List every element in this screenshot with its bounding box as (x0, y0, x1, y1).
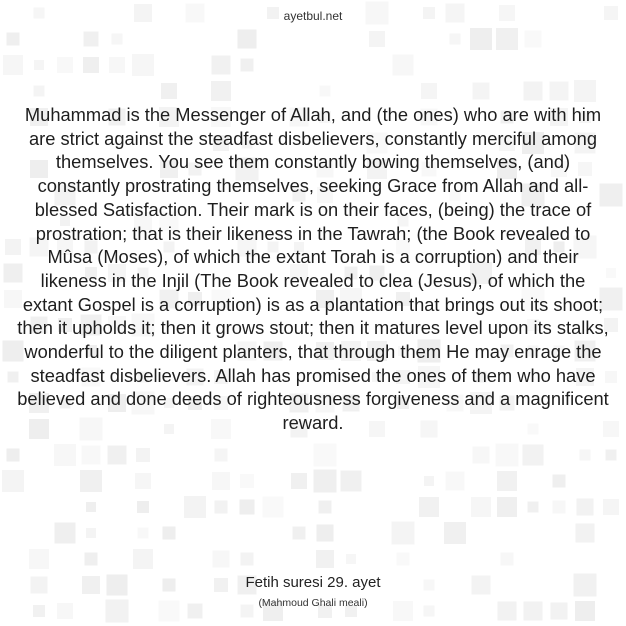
background-tile (317, 525, 334, 542)
site-name: ayetbul.net (283, 9, 343, 23)
verse-text: Muhammad is the Messenger of Allah, and (the ones) who are with him are strict against the steadfast disbelievers, constantly merciful among themselves. You see them constantly bowing themselves, (and) constantly prostrating themselves, seeking Grace from Allah and all-blessed Satisfaction. Their mark is on their faces, (being) the trace of prostration; that is their likeness in the Tawrah; (the Book revealed to Mûsa (Moses), of which the extant Torah is a corruption) and their likeness in the Injil (The Book revealed to clea (Jesus), of which the extant Gospel is a corruption) is as a plantation that brings out its shoot; then it upholds it; then it grows stout; then it matures level upon its stalks, wonderful to the diligent planters, that through them He may enrage the steadfast disbelievers. Allah has promised the ones of them who have believed and done deeds of righteousness forgiveness and a magnificent reward. (17, 104, 609, 434)
background-tile (29, 549, 49, 569)
background-tile (291, 473, 307, 489)
background-tile (3, 55, 23, 75)
background-tile (497, 497, 517, 517)
background-tile (263, 497, 284, 518)
background-tile (450, 34, 461, 45)
background-tile (576, 524, 595, 543)
background-tile (82, 446, 101, 465)
background-tile (553, 501, 566, 514)
background-tile (346, 554, 356, 564)
background-tile (212, 472, 230, 490)
background-tile (574, 80, 596, 102)
background-tile (314, 470, 337, 493)
background-tile (528, 502, 539, 513)
background-tile (580, 450, 591, 461)
background-tile (83, 57, 99, 73)
background-tile (470, 28, 492, 50)
background-tile (84, 32, 99, 47)
background-tile (606, 450, 617, 461)
background-tile (34, 60, 44, 70)
background-tile (320, 86, 331, 97)
background-tile (108, 446, 127, 465)
background-tile (215, 449, 228, 462)
background-tile (392, 522, 415, 545)
background-tile (7, 449, 20, 462)
background-tile (524, 82, 543, 101)
background-tile (112, 34, 123, 45)
background-tile (132, 54, 154, 76)
background-tile (215, 501, 228, 514)
background-tile (293, 527, 306, 540)
background-tile (80, 470, 102, 492)
background-tile (424, 476, 434, 486)
translator-credit: (Mahmoud Ghali meali) (258, 597, 368, 609)
background-tile (109, 57, 125, 73)
background-tile (496, 28, 518, 50)
background-tile (501, 553, 514, 566)
background-tile (393, 55, 414, 76)
background-tile (163, 527, 176, 540)
background-tile (553, 475, 566, 488)
background-tile (34, 86, 45, 97)
background-tile (135, 473, 151, 489)
background-tile (57, 57, 73, 73)
background-tile (577, 499, 594, 516)
background-tile (138, 528, 149, 539)
background-tile (473, 83, 490, 100)
background-tile (136, 448, 150, 462)
background-tile (471, 497, 491, 517)
background-tile (2, 470, 24, 492)
background-tile (369, 31, 385, 47)
background-tile (397, 553, 410, 566)
background-tile (603, 499, 619, 515)
background-tile (525, 31, 542, 48)
background-tile (213, 551, 230, 568)
background-tile (550, 82, 569, 101)
background-tile (419, 497, 439, 517)
verse-reference: Fetih suresi 29. ayet (245, 574, 381, 591)
background-tile (523, 445, 544, 466)
background-tile (86, 528, 96, 538)
background-tile (421, 83, 437, 99)
background-tile (341, 471, 362, 492)
background-tile (496, 444, 519, 467)
background-tile (7, 33, 20, 46)
background-tile (238, 30, 257, 49)
background-tile (85, 553, 98, 566)
background-tile (319, 501, 332, 514)
background-tile (86, 502, 96, 512)
background-tile (240, 474, 254, 488)
background-tile (211, 81, 231, 101)
background-tile (446, 472, 465, 491)
background-tile (241, 553, 254, 566)
background-tile (184, 496, 206, 518)
background-tile (241, 59, 254, 72)
background-tile (314, 444, 337, 467)
background-tile (497, 471, 517, 491)
background-tile (316, 550, 334, 568)
background-tile (55, 523, 76, 544)
background-tile (240, 500, 255, 515)
background-tile (161, 83, 177, 99)
background-tile (473, 447, 490, 464)
background-tile (137, 501, 149, 513)
background-tile (54, 444, 76, 466)
background-tile (444, 522, 466, 544)
background-tile (212, 56, 231, 75)
background-tile (133, 549, 153, 569)
